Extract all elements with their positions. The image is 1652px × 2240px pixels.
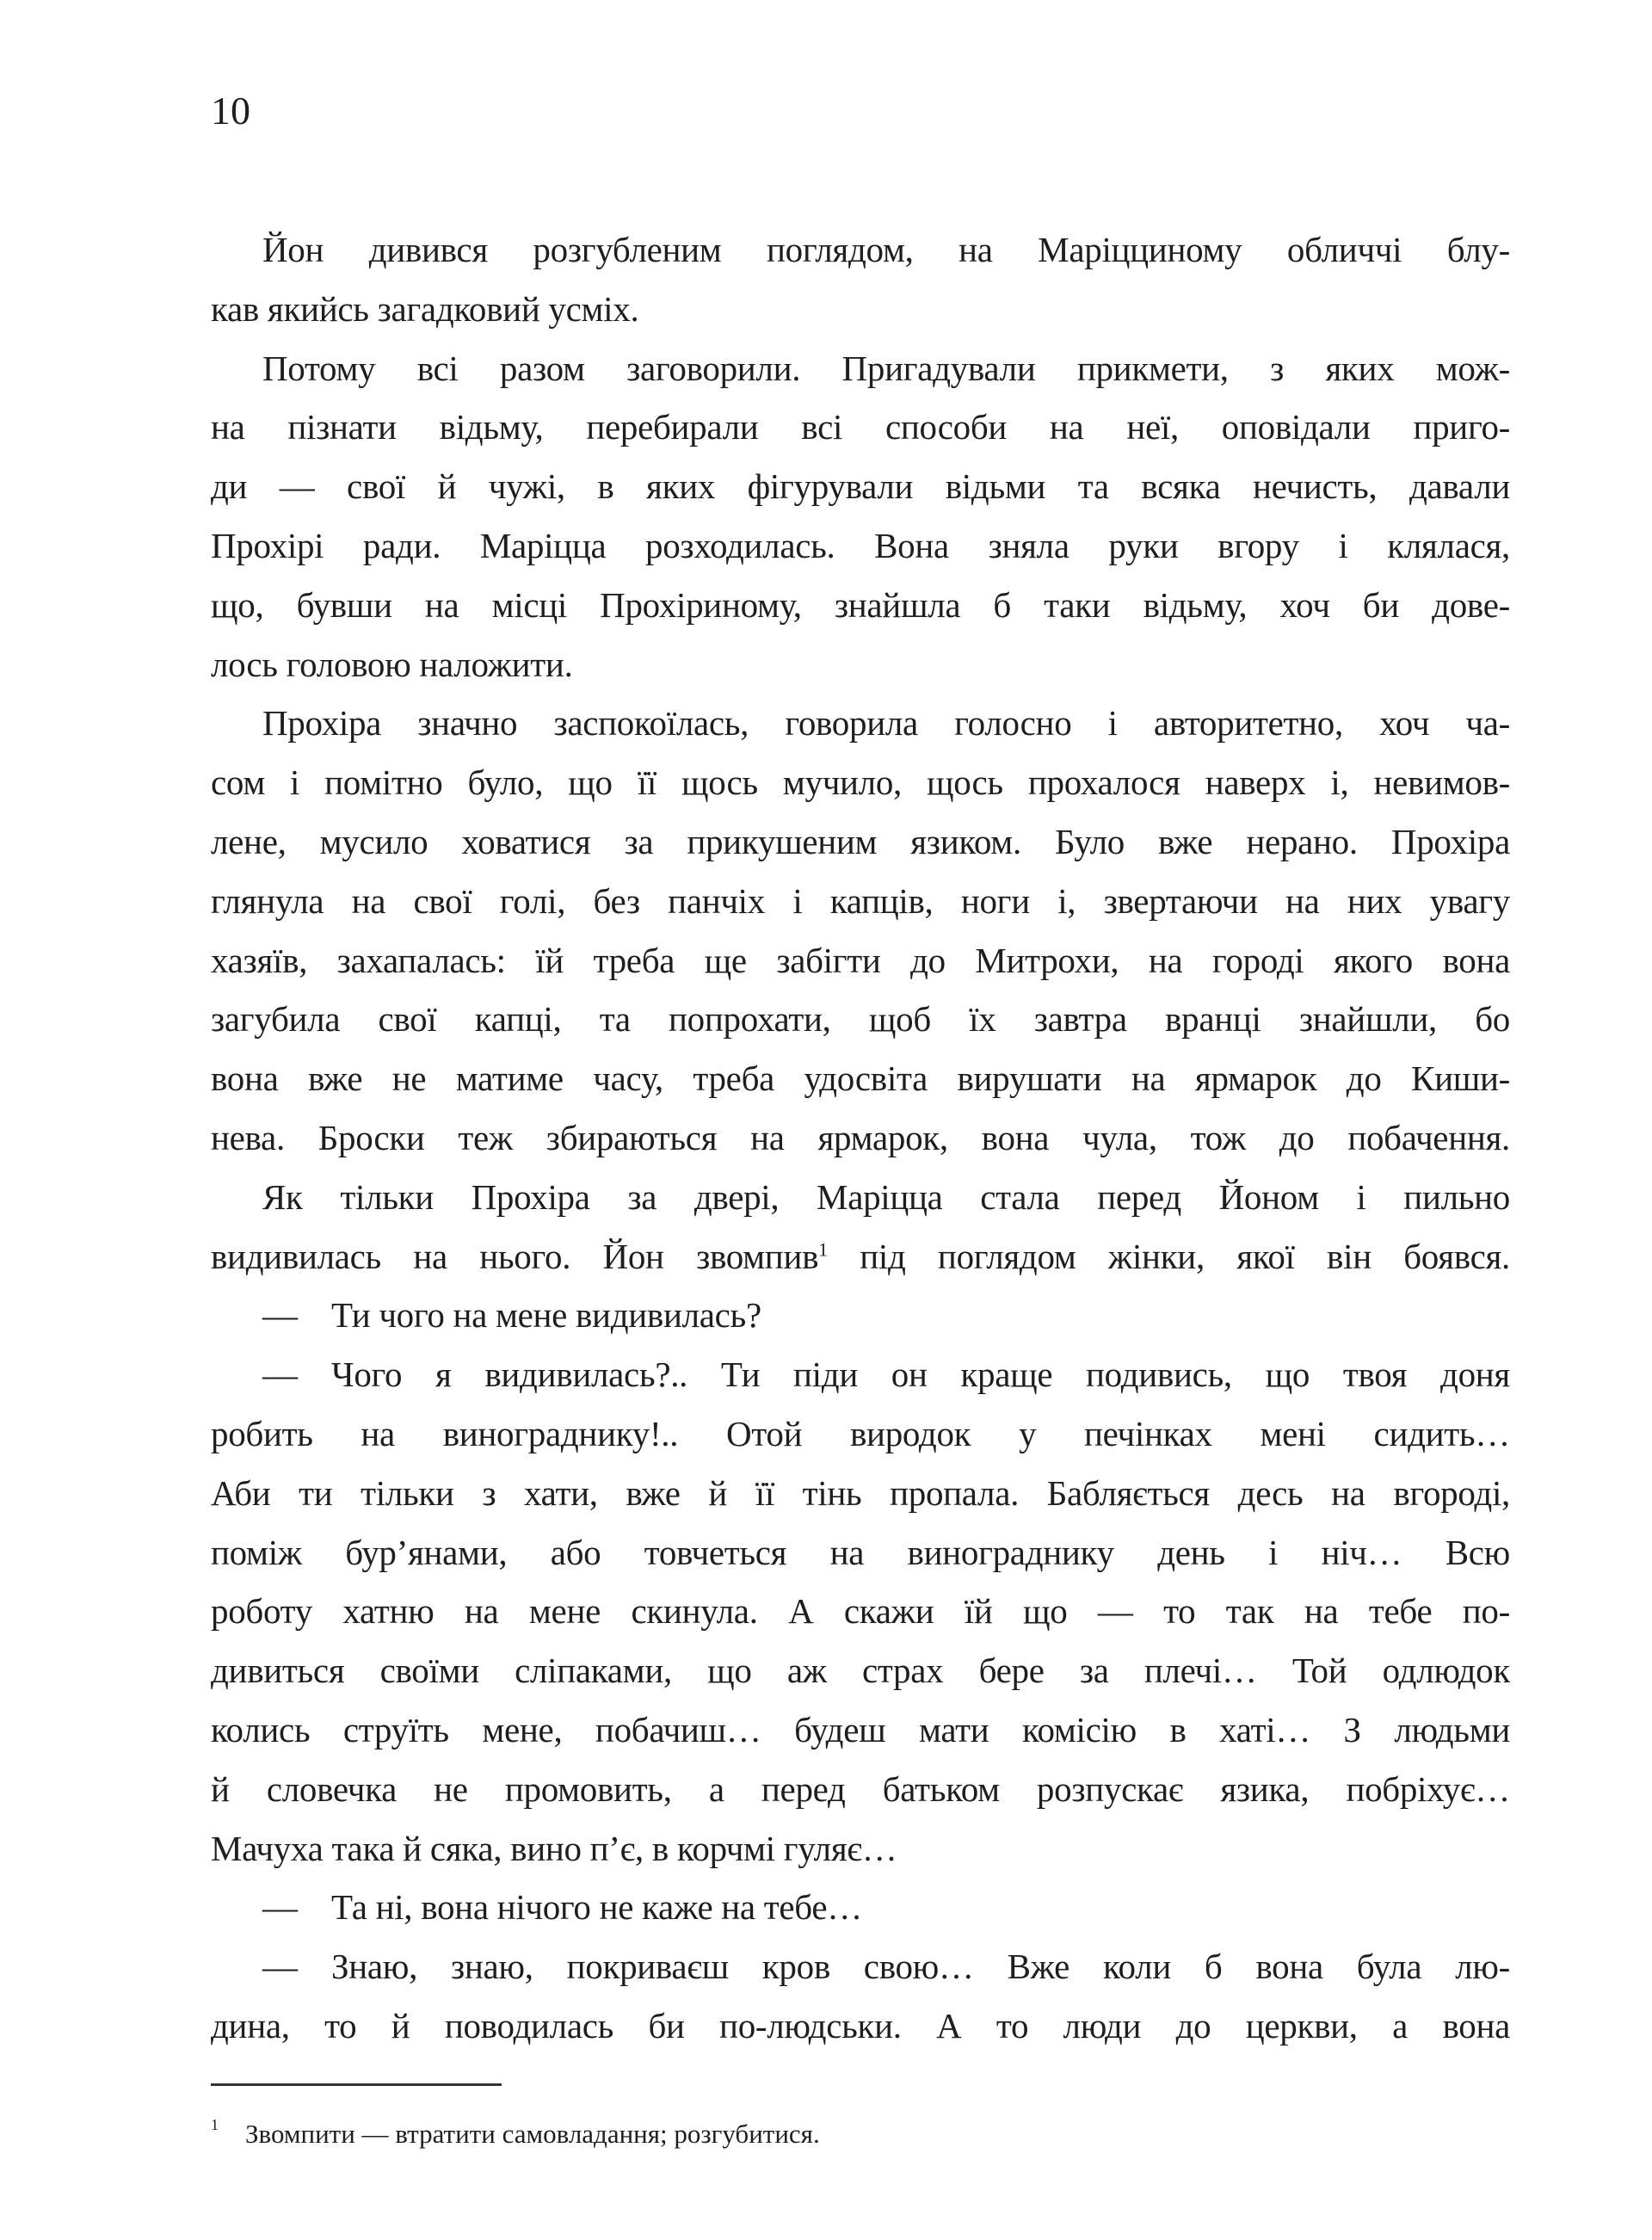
text-line xyxy=(211,1227,1510,1287)
footnote xyxy=(211,2117,820,2151)
dialogue-dash: — xyxy=(262,1295,298,1336)
dialogue-line xyxy=(211,1937,1510,1996)
footnote-text: Звомпити — втратити самовладання; розгубитися. xyxy=(245,2119,820,2149)
text-line: кав якийсь загадковий усміх. xyxy=(211,288,639,329)
text-line: лось головою наложити. xyxy=(211,644,573,684)
text-line: глянула на свої голі, без панчіх і капців, ноги і, звертаючи на них увагу xyxy=(211,880,1510,921)
body-text xyxy=(211,220,1510,2056)
footnote-divider xyxy=(211,2083,502,2086)
text-line: загубила свої капці, та попрохати, щоб їх завтра вранці знайшли, бо xyxy=(211,999,1510,1040)
dialogue-text: Ти чого на мене видивилась? xyxy=(331,1295,761,1336)
text-line: дина, то й поводилась би по-людськи. А то люди до церкви, а вона xyxy=(211,2005,1510,2046)
text-segment: видивилась на нього. Йон звомпив xyxy=(211,1236,819,1276)
dialogue-dash: — xyxy=(262,1947,298,1987)
dialogue-line xyxy=(211,1345,1510,1404)
dialogue-line xyxy=(211,1878,1510,1937)
footnote-marker: 1 xyxy=(211,2116,219,2133)
text-line: вона вже не матиме часу, треба удосвіта вирушати на ярмарок до Киши- xyxy=(211,1058,1510,1099)
dialogue-text: Знаю, знаю, покриваєш кров свою… Вже коли б вона була лю- xyxy=(331,1947,1510,1987)
text-line: й словечка не промовить, а перед батьком розпускає язика, побріхує… xyxy=(211,1768,1510,1809)
text-line: Потому всі разом заговорили. Пригадували прикмети, з яких мож- xyxy=(262,348,1510,388)
page-number: 10 xyxy=(211,89,250,133)
dialogue-dash: — xyxy=(262,1354,298,1395)
text-line: Аби ти тільки з хати, вже й її тінь пропала. Бабляється десь на вгороді, xyxy=(211,1472,1510,1513)
text-line: ди — свої й чужі, в яких фігурували відьми та всяка нечисть, давали xyxy=(211,466,1510,507)
footnote-reference[interactable]: 1 xyxy=(818,1237,828,1260)
text-line: сом і помітно було, що її щось мучило, щось прохалося наверх і, невимов- xyxy=(211,762,1510,803)
text-line: Прохірі ради. Маріцца розходилась. Вона зняла руки вгору і клялася, xyxy=(211,525,1510,565)
dialogue-text: Та ні, вона нічого не каже на тебе… xyxy=(331,1887,862,1928)
text-line: колись струїть мене, побачиш… будеш мати комісію в хаті… З людьми xyxy=(211,1709,1510,1749)
text-line: що, бувши на місці Прохіриному, знайшла б таки відьму, хоч би дове- xyxy=(211,584,1510,625)
dialogue-dash: — xyxy=(262,1887,298,1928)
text-line: Мачуха така й сяка, вино п’є, в корчмі гуляє… xyxy=(211,1828,897,1868)
text-line: роботу хатню на мене скинула. А скажи їй що — то так на тебе по- xyxy=(211,1591,1510,1632)
text-line: Йон дивився розгубленим поглядом, на Маріцциному обличчі блу- xyxy=(262,230,1510,269)
text-segment: під поглядом жінки, якої він боявся. xyxy=(860,1236,1510,1276)
text-line: нева. Броски теж збираються на ярмарок, вона чула, тож до побачення. xyxy=(211,1117,1510,1157)
text-line: дивиться своїми сліпаками, що аж страх бере за плечі… Той одлюдок xyxy=(211,1651,1510,1691)
text-line: на пізнати відьму, перебирали всі способи на неї, оповідали приго- xyxy=(211,407,1510,447)
text-line: лене, мусило ховатися за прикушеним язиком. Було вже нерано. Прохіра xyxy=(211,821,1510,861)
text-line: Як тільки Прохіра за двері, Маріцца стала перед Йоном і пильно xyxy=(262,1176,1510,1217)
dialogue-line xyxy=(211,1286,1510,1345)
text-line: хазяїв, захапалась: їй треба ще забігти до Митрохи, на городі якого вона xyxy=(211,940,1510,980)
text-line: поміж бур’янами, або товчеться на винограднику день і ніч… Всю xyxy=(211,1532,1510,1572)
dialogue-text: Чого я видивилась?.. Ти піди он краще подивись, що твоя доня xyxy=(331,1354,1510,1395)
text-line: Прохіра значно заспокоїлась, говорила голосно і авторитетно, хоч ча- xyxy=(262,703,1510,744)
text-line: робить на винограднику!.. Отой виродок у печінках мені сидить… xyxy=(211,1413,1510,1453)
